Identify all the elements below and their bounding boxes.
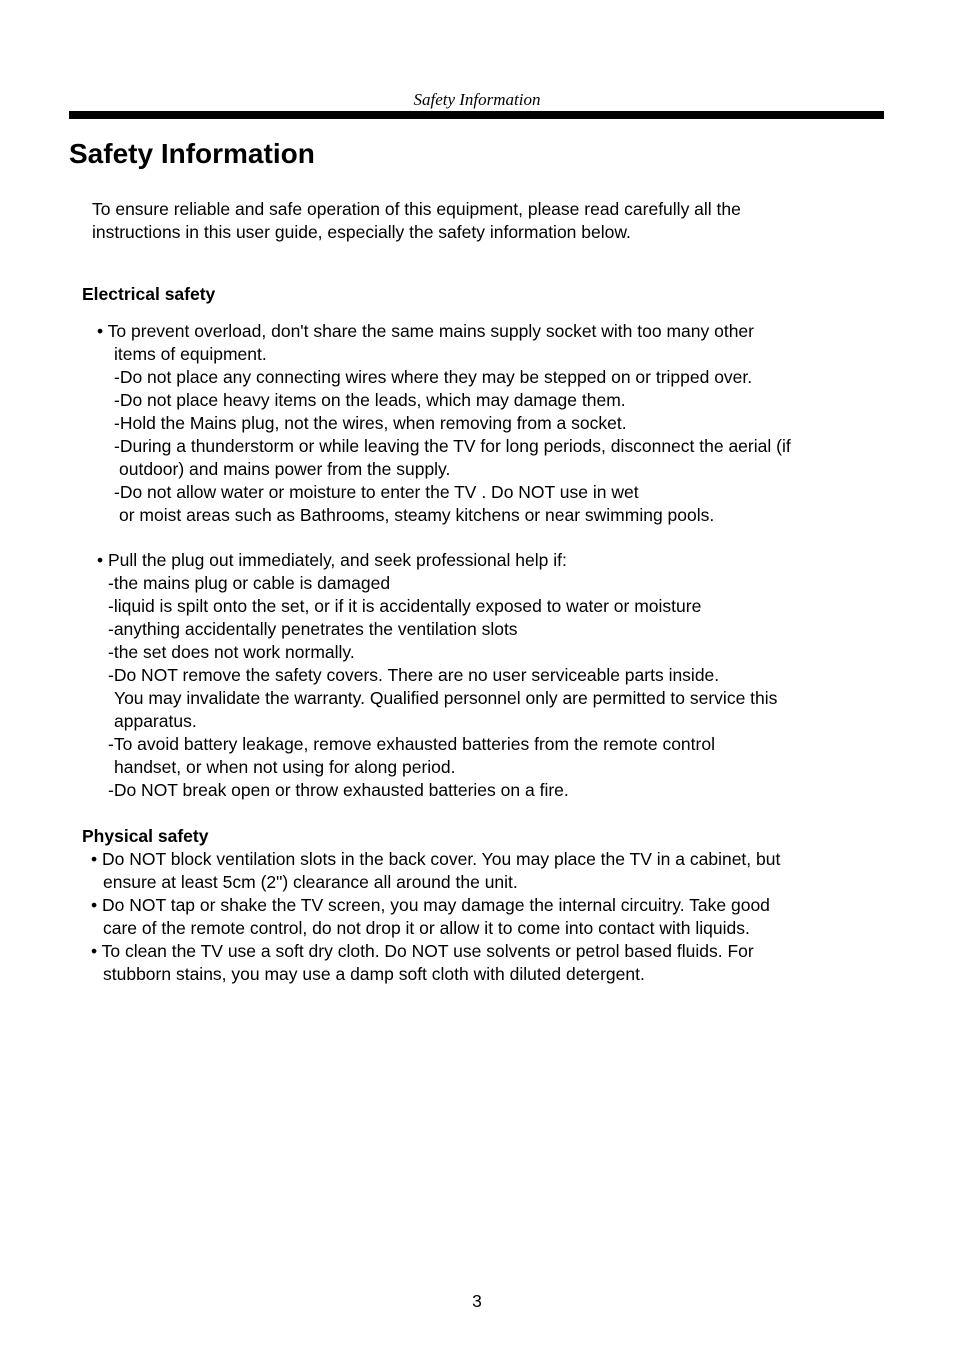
- electrical-line: -Hold the Mains plug, not the wires, when removing from a socket.: [114, 413, 627, 433]
- electrical-line: -liquid is spilt onto the set, or if it is accidentally exposed to water or moisture: [108, 596, 702, 616]
- electrical-line: handset, or when not using for along period.: [114, 757, 456, 777]
- physical-line: • To clean the TV use a soft dry cloth. Do NOT use solvents or petrol based fluids. For: [91, 941, 754, 961]
- electrical-line: -Do not place heavy items on the leads, which may damage them.: [114, 390, 626, 410]
- running-header: Safety Information: [413, 90, 541, 109]
- electrical-line: • To prevent overload, don't share the same mains supply socket with too many other: [97, 321, 754, 341]
- physical-line: • Do NOT block ventilation slots in the back cover. You may place the TV in a cabinet, but: [91, 849, 781, 869]
- electrical-line: • Pull the plug out immediately, and seek professional help if:: [97, 550, 567, 570]
- electrical-line: -Do NOT break open or throw exhausted batteries on a fire.: [108, 780, 569, 800]
- physical-safety-heading: Physical safety: [82, 826, 209, 846]
- physical-line: care of the remote control, do not drop it or allow it to come into contact with liquids.: [103, 918, 750, 938]
- physical-line: • Do NOT tap or shake the TV screen, you may damage the internal circuitry. Take good: [91, 895, 770, 915]
- electrical-safety-heading: Electrical safety: [82, 284, 216, 304]
- intro-line: instructions in this user guide, especially the safety information below.: [92, 222, 631, 242]
- electrical-line: -anything accidentally penetrates the ventilation slots: [108, 619, 518, 639]
- electrical-line: -the set does not work normally.: [108, 642, 355, 662]
- electrical-line: -the mains plug or cable is damaged: [108, 573, 391, 593]
- electrical-line: -To avoid battery leakage, remove exhausted batteries from the remote control: [108, 734, 715, 754]
- physical-line: ensure at least 5cm (2") clearance all around the unit.: [103, 872, 518, 892]
- electrical-line: -Do not place any connecting wires where they may be stepped on or tripped over.: [114, 367, 753, 387]
- electrical-line: or moist areas such as Bathrooms, steamy kitchens or near swimming pools.: [119, 505, 715, 525]
- page-title: Safety Information: [69, 138, 315, 169]
- electrical-line: items of equipment.: [114, 344, 267, 364]
- electrical-line: You may invalidate the warranty. Qualified personnel only are permitted to service this: [114, 688, 778, 708]
- electrical-line: -Do not allow water or moisture to enter the TV . Do NOT use in wet: [114, 482, 639, 502]
- header-rule: [69, 111, 884, 119]
- intro-line: To ensure reliable and safe operation of this equipment, please read carefully all the: [92, 199, 741, 219]
- page-number: 3: [472, 1291, 482, 1311]
- physical-line: stubborn stains, you may use a damp soft cloth with diluted detergent.: [103, 964, 645, 984]
- electrical-line: apparatus.: [114, 711, 197, 731]
- electrical-line: outdoor) and mains power from the supply.: [119, 459, 451, 479]
- electrical-line: -Do NOT remove the safety covers. There are no user serviceable parts inside.: [108, 665, 720, 685]
- electrical-line: -During a thunderstorm or while leaving the TV for long periods, disconnect the aerial (if: [114, 436, 791, 456]
